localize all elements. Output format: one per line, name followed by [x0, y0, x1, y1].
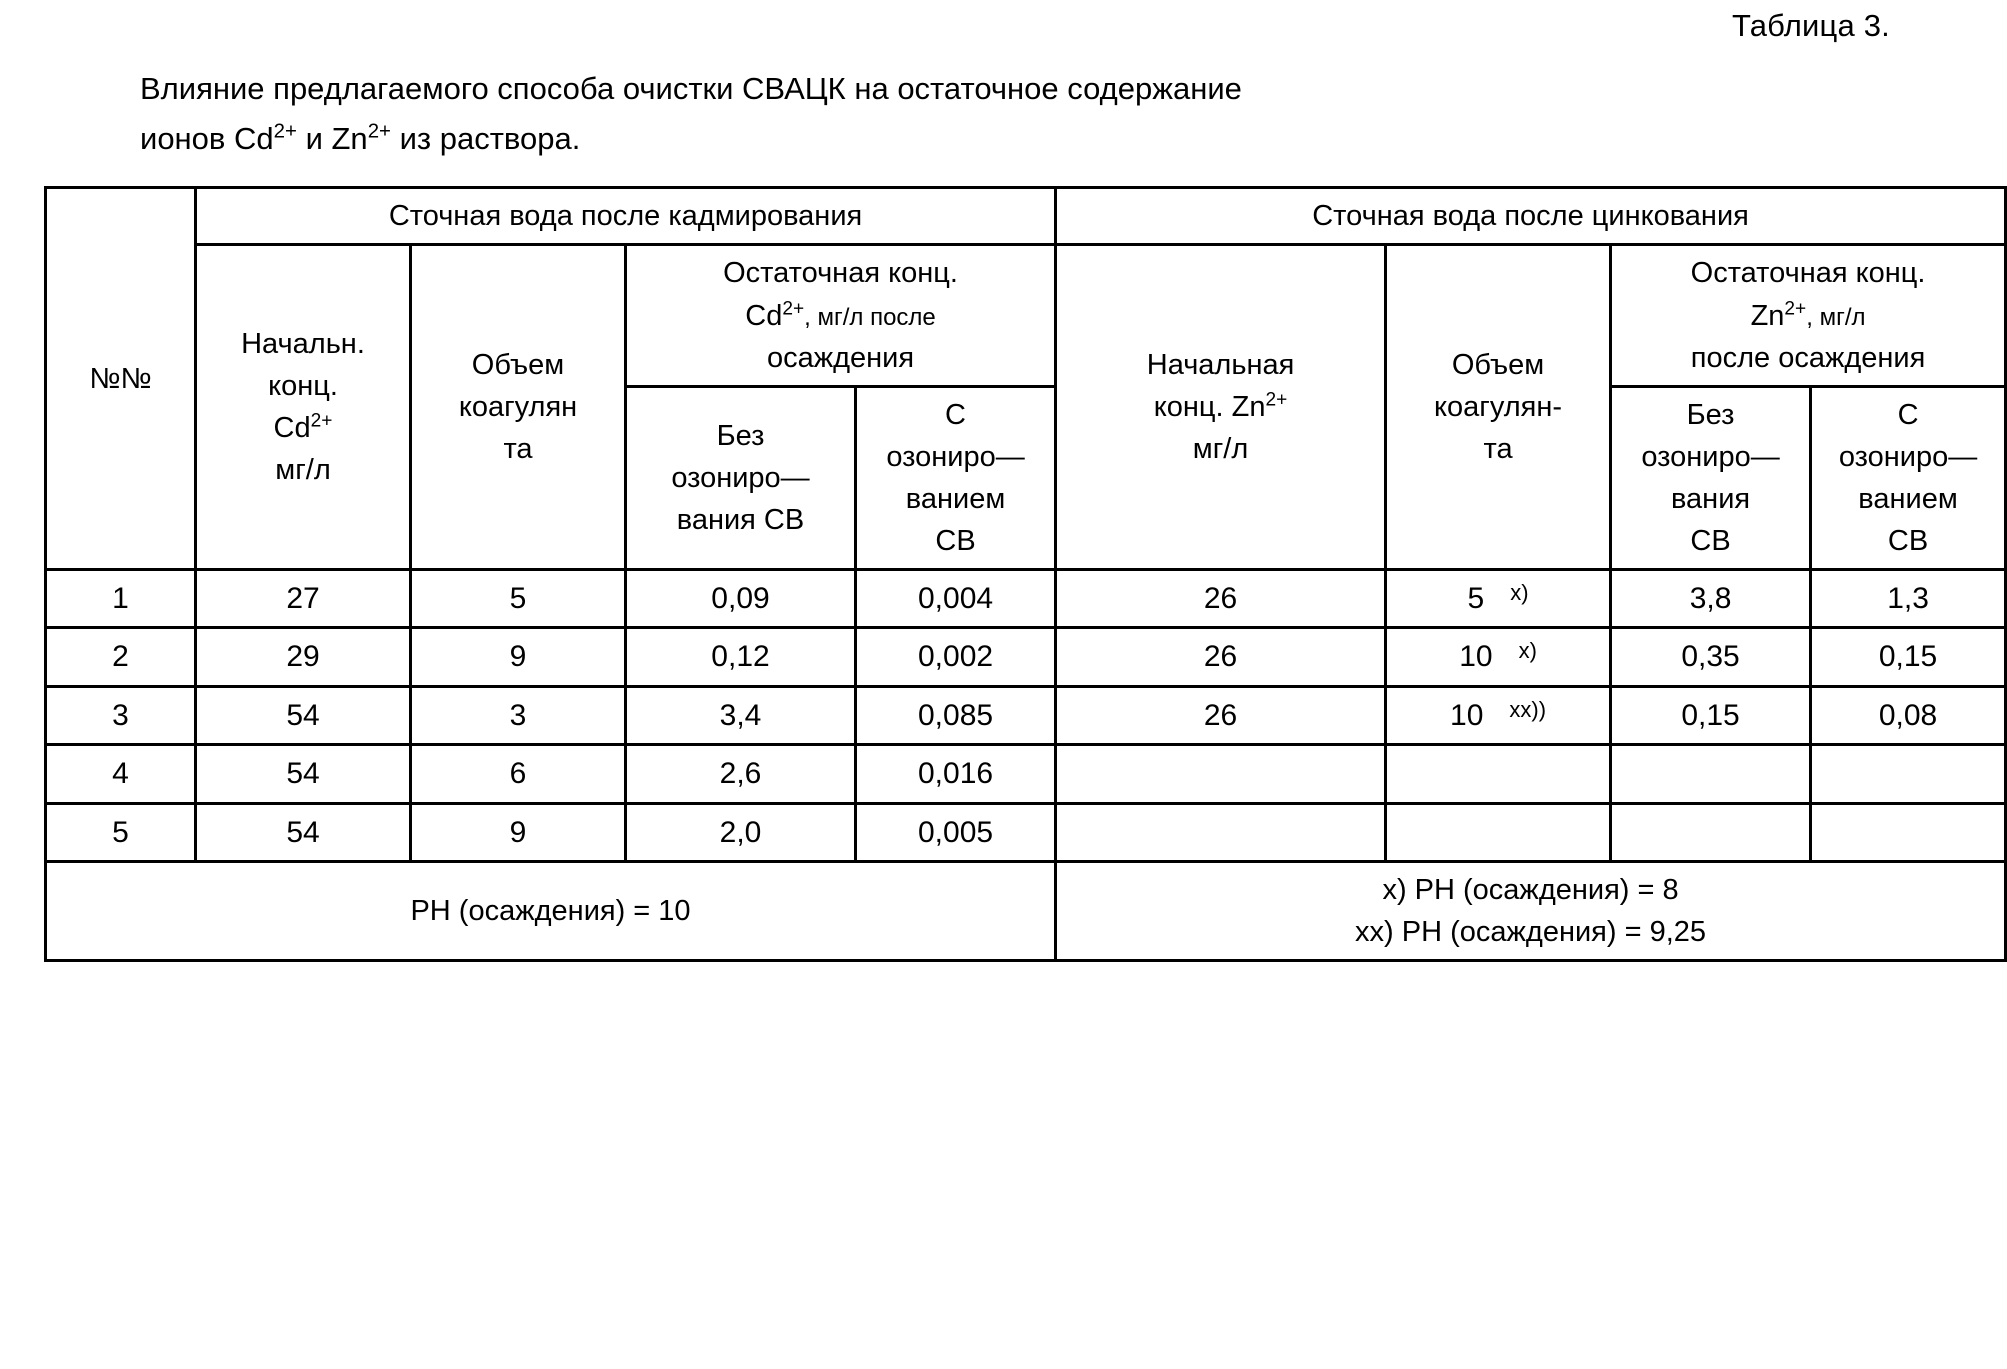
cd-residual-units: , мг/л после	[804, 303, 936, 331]
column-header-cd-initial-conc	[196, 245, 411, 569]
cell-cd-initial: 29	[196, 628, 411, 687]
cell-zn-coagulant-value: 10	[1450, 698, 1484, 732]
cd-residual-line2	[633, 295, 1048, 337]
cell-cd-coagulant: 6	[411, 745, 626, 804]
column-header-zn-residual-conc	[1611, 245, 2006, 386]
cell-zn-coagulant-value: 10	[1459, 640, 1493, 674]
column-header-cd-coagulant-volume	[411, 245, 626, 569]
zn-coag-line2: коагулян-	[1434, 391, 1563, 424]
cell-cd-initial: 27	[196, 569, 411, 628]
cd-initial-line3	[203, 407, 403, 449]
cell-zn-ozone	[1811, 745, 2006, 804]
cd-initial-line4: мг/л	[275, 454, 331, 487]
cd-coag-line2: коагулян	[458, 391, 578, 424]
results-table	[44, 186, 2007, 962]
zn-residual-line2	[1618, 295, 1998, 337]
zn-no-ozone-line3: вания	[1670, 482, 1751, 515]
group-header-cadmium: Сточная вода после кадмирования	[196, 188, 1056, 245]
column-header-zn-without-ozonation	[1611, 386, 1811, 569]
cell-zn-ozone: 1,3	[1811, 569, 2006, 628]
column-header-zn-with-ozonation	[1811, 386, 2006, 569]
table-caption	[30, 64, 1918, 164]
cell-row-number: 5	[46, 803, 196, 862]
cd-no-ozone-line3: вания СВ	[676, 503, 805, 536]
zn-coag-line1: Объем	[1451, 349, 1545, 382]
cell-zn-initial	[1056, 803, 1386, 862]
cell-zn-initial: 26	[1056, 628, 1386, 687]
footer-zinc-ph-notes	[1056, 862, 2006, 961]
cell-cd-initial: 54	[196, 745, 411, 804]
cd-coag-line1: Объем	[471, 349, 565, 382]
table-row	[46, 745, 2006, 804]
zn-no-ozone-line2: озониро—	[1641, 440, 1780, 473]
cell-cd-no-ozone: 2,0	[626, 803, 856, 862]
cd-ozone-line2: озониро—	[886, 440, 1025, 473]
zn-ozone-line2: озониро—	[1838, 440, 1978, 473]
cell-zn-ozone: 0,15	[1811, 628, 2006, 687]
zn-initial-line3: мг/л	[1192, 433, 1249, 466]
column-header-cd-residual-conc	[626, 245, 1056, 386]
column-header-zn-initial-conc	[1056, 245, 1386, 569]
zn-initial-line2	[1063, 386, 1378, 428]
column-header-number: №№	[46, 188, 196, 569]
cell-zn-no-ozone	[1611, 803, 1811, 862]
cell-cd-ozone: 0,002	[856, 628, 1056, 687]
zn-coag-line3: та	[1483, 433, 1513, 466]
cell-cd-ozone: 0,085	[856, 686, 1056, 745]
cd-residual-line3: осаждения	[766, 341, 915, 374]
cell-zn-no-ozone: 0,35	[1611, 628, 1811, 687]
table-container	[30, 186, 1978, 962]
cell-zn-initial: 26	[1056, 569, 1386, 628]
zn-no-ozone-line4: СВ	[1690, 524, 1731, 557]
cell-zn-coagulant	[1386, 686, 1611, 745]
table-row	[46, 686, 2006, 745]
cell-cd-no-ozone: 0,12	[626, 628, 856, 687]
cell-zn-ozone	[1811, 803, 2006, 862]
zn-ozone-line4: СВ	[1887, 524, 1929, 557]
cell-row-number: 1	[46, 569, 196, 628]
table-row	[46, 569, 2006, 628]
caption-line-1: Влияние предлагаемого способа очистки СВАЦК на остаточное содержание	[140, 71, 1242, 106]
zn-residual-symbol: Zn	[1750, 299, 1785, 332]
cd-ozone-line1: С	[945, 398, 966, 431]
table-group-header-row	[46, 188, 2006, 245]
cell-zn-no-ozone: 0,15	[1611, 686, 1811, 745]
cell-cd-initial: 54	[196, 686, 411, 745]
cd-residual-line1: Остаточная конц.	[723, 257, 958, 290]
cell-cd-coagulant: 5	[411, 569, 626, 628]
footer-zinc-note-2: хх) РН (осаждения) = 9,25	[1355, 916, 1707, 949]
zn-ozone-line3: ванием	[1858, 482, 1958, 515]
cell-zn-coagulant	[1386, 569, 1611, 628]
caption-conjunction: и	[296, 121, 332, 157]
cell-row-number: 3	[46, 686, 196, 745]
cd-ozone-line3: ванием	[905, 482, 1006, 515]
cd-initial-symbol: Cd	[273, 412, 311, 445]
caption-cd-charge: 2+	[273, 119, 297, 143]
cell-zn-no-ozone	[1611, 745, 1811, 804]
table-footer-row	[46, 862, 2006, 961]
cell-cd-coagulant: 9	[411, 628, 626, 687]
cd-no-ozone-line2: озониро—	[671, 461, 810, 494]
cell-zn-no-ozone: 3,8	[1611, 569, 1811, 628]
cell-row-number: 4	[46, 745, 196, 804]
cd-initial-charge: 2+	[310, 410, 333, 432]
caption-ions-zn: Zn	[331, 121, 368, 157]
table-subheader-row-1	[46, 245, 2006, 386]
zn-residual-units: , мг/л	[1806, 303, 1866, 331]
zn-residual-charge: 2+	[1784, 297, 1807, 319]
cell-zn-coagulant	[1386, 803, 1611, 862]
group-header-zinc: Сточная вода после цинкования	[1056, 188, 2006, 245]
cell-zn-coagulant	[1386, 628, 1611, 687]
cell-zn-initial	[1056, 745, 1386, 804]
column-header-cd-without-ozonation	[626, 386, 856, 569]
cell-zn-coagulant-value: 5	[1467, 581, 1485, 615]
zn-ozone-line1: С	[1897, 398, 1919, 431]
cd-coag-line3: та	[503, 433, 533, 466]
cd-initial-line1: Начальн.	[241, 328, 365, 361]
footer-zinc-note-1: х) РН (осаждения) = 8	[1382, 874, 1679, 907]
caption-line-2	[30, 114, 1898, 164]
table-row	[46, 803, 2006, 862]
column-header-zn-coagulant-volume	[1386, 245, 1611, 569]
cell-cd-no-ozone: 0,09	[626, 569, 856, 628]
zn-initial-line1: Начальная	[1146, 349, 1295, 382]
footer-cadmium-ph-note: РН (осаждения) = 10	[46, 862, 1056, 961]
cell-zn-coagulant-footnote-mark: х)	[1510, 579, 1529, 605]
zn-residual-line3: после осаждения	[1690, 341, 1926, 374]
cell-zn-ozone: 0,08	[1811, 686, 2006, 745]
cd-no-ozone-line1: Без	[716, 419, 765, 452]
cell-cd-coagulant: 3	[411, 686, 626, 745]
zn-initial-symbol: конц. Zn	[1153, 391, 1266, 424]
cell-zn-coagulant-footnote-mark: хх))	[1509, 696, 1547, 722]
cd-initial-line2: конц.	[268, 370, 338, 403]
zn-residual-line1: Остаточная конц.	[1690, 257, 1926, 290]
cell-zn-coagulant	[1386, 745, 1611, 804]
cd-residual-symbol: Cd	[745, 299, 783, 332]
table-label: Таблица 3.	[1731, 8, 1890, 43]
zn-initial-charge: 2+	[1265, 389, 1288, 411]
cell-cd-no-ozone: 2,6	[626, 745, 856, 804]
cell-zn-coagulant-footnote-mark: х)	[1518, 638, 1537, 664]
cell-cd-ozone: 0,016	[856, 745, 1056, 804]
column-header-cd-with-ozonation	[856, 386, 1056, 569]
caption-ions-cd: ионов Cd	[140, 121, 274, 157]
cell-row-number: 2	[46, 628, 196, 687]
caption-tail: из раствора.	[391, 121, 581, 157]
table-row	[46, 628, 2006, 687]
caption-zn-charge: 2+	[367, 119, 391, 143]
cell-cd-ozone: 0,005	[856, 803, 1056, 862]
cell-cd-ozone: 0,004	[856, 569, 1056, 628]
cell-zn-initial: 26	[1056, 686, 1386, 745]
cell-cd-initial: 54	[196, 803, 411, 862]
zn-no-ozone-line1: Без	[1686, 398, 1735, 431]
cd-residual-charge: 2+	[782, 297, 805, 319]
cell-cd-no-ozone: 3,4	[626, 686, 856, 745]
cd-ozone-line4: СВ	[935, 524, 976, 557]
cell-cd-coagulant: 9	[411, 803, 626, 862]
